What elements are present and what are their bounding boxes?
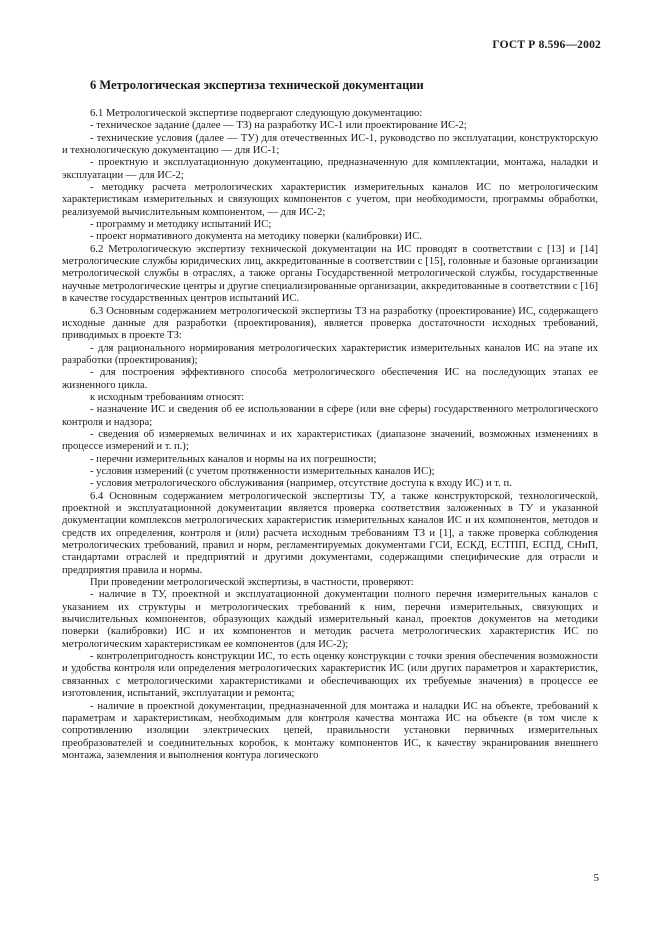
list-item: - программу и методику испытаний ИС; <box>90 219 272 231</box>
section-body <box>62 108 598 762</box>
standard-header: ГОСТ Р 8.596—2002 <box>492 39 601 51</box>
paragraph: 6.1 Метрологической экспертизе подвергают следующую документацию: <box>90 108 423 119</box>
list-item: - сведения об измеряемых величинах и их характеристиках (диапазоне значений, возможных изменениях в процессе измерений и т. п.); <box>62 428 598 453</box>
list-item: - назначение ИС и сведения об ее использовании в сфере (или вне сферы) государственного метрологического контроля и надзора; <box>62 404 598 428</box>
list-item: - наличие в ТУ, проектной и эксплуатационной документации полного перечня измерительных каналов с указанием их структуры и метрологических требований к ним, перечня измерительных, связующих и вычислительных компонентов, образующих каждый измерительный канал, проектов документов на методики поверки (калибровки) ИС и их компонентов и методик расчета метрологических характеристик ИС по метрологическим характеристикам ее компонентов (для ИС-2); <box>62 589 598 650</box>
list-item: - для рационального нормирования метрологических характеристик измерительных каналов ИС на этапе их разработки (проектирования); <box>62 342 598 366</box>
list-item: - технические условия (далее — ТУ) для отечественных ИС-1, руководство по эксплуатации, конструкторскую и технологическую документацию — для ИС-1; <box>62 132 598 157</box>
list-item: - контролепригодность конструкции ИС, то есть оценку конструкции с точки зрения обеспечения возможности и удобства контроля или определения метрологических характеристик ИС (или других параметров и характеристик, связанных с метрологическими характеристиками и обеспечивающих их требуемые значения) в процессе ее изготовления, испытаний, эксплуатации и ремонта; <box>62 651 598 700</box>
section-title: 6 Метрологическая экспертиза технической документации <box>90 78 424 92</box>
list-item: - условия метрологического обслуживания (например, отсутствие доступа к входу ИС) и т. п. <box>90 478 512 490</box>
paragraph: к исходным требованиям относят: <box>90 391 245 403</box>
list-item: - условия измерений (с учетом протяженности измерительных каналов ИС); <box>90 465 435 477</box>
list-item: - проектную и эксплуатационную документацию, предназначенную для комплектации, монтажа, наладки и эксплуатации — для ИС-2; <box>62 157 598 181</box>
page-number: 5 <box>593 872 599 884</box>
list-item: - наличие в проектной документации, предназначенной для монтажа и наладки ИС на объекте, требований к параметрам и характеристикам, необходимым для контроля качества монтажа ИС на объекте (в том числе к сопротивлению изоляции электрических цепей, правильности установки первичных измерительных преобразователей и соединительных коробок, к монтажу компонентов ИС, к качеству экранирования внешнего монтажа, заземления и выполнения контура логического <box>62 700 598 761</box>
list-item: - методику расчета метрологических характеристик измерительных каналов ИС по метрологическим характеристикам измерительных и связующих компонентов с учетом, при необходимости, программы обработки, реализуемой вычислительным компонентом, — для ИС-2; <box>62 182 598 218</box>
paragraph: 6.4 Основным содержанием метрологической экспертизы ТУ, а также конструкторской, технологической, проектной и эксплуатационной документации является проверка соответствия заложенных в ТУ и указанной документации комплексов метрологических характеристик измерительных каналов ИС и их компонентов, методов и средств их определения, контроля и (или) расчета исходным требованиям ТЗ и [1], а также проверка соблюдения метрологических требований, правил и норм, регламентируемых документами ГСИ, ЕСКД, ЕСТПП, ЕСПД, СНиП, стандартами отраслей и предприятий и другими документами, содержащими специфические для отрасли и предприятия правила и нормы. <box>62 490 598 576</box>
paragraph: 6.2 Метрологическую экспертизу технической документации на ИС проводят в соответствии с [13] и [14] метрологические службы юридических лиц, аккредитованные в соответствии с [15], головные и базовые организации метрологической службы в отраслях, а также органы Государственной метрологической службы, государственные научные метрологические центры и другие специализированные организации, аккредитованные в соответствии с [16] в качестве государственных центров испытаний ИС. <box>62 243 598 305</box>
list-item: - перечни измерительных каналов и нормы на их погрешности; <box>90 453 377 465</box>
list-item: - техническое задание (далее — ТЗ) на разработку ИС-1 или проектирование ИС-2; <box>90 120 467 132</box>
paragraph: 6.3 Основным содержанием метрологической экспертизы ТЗ на разработку (проектирование) ИС, содержащего исходные данные для разработки (проектирования), является проверка достаточности исходных требований, приводимых в проекте ТЗ: <box>62 305 598 342</box>
list-item: - для построения эффективного способа метрологического обеспечения ИС на последующих этапах ее жизненного цикла. <box>62 367 598 391</box>
paragraph: При проведении метрологической экспертизы, в частности, проверяют: <box>90 577 414 589</box>
list-item: - проект нормативного документа на методику поверки (калибровки) ИС. <box>90 231 422 243</box>
